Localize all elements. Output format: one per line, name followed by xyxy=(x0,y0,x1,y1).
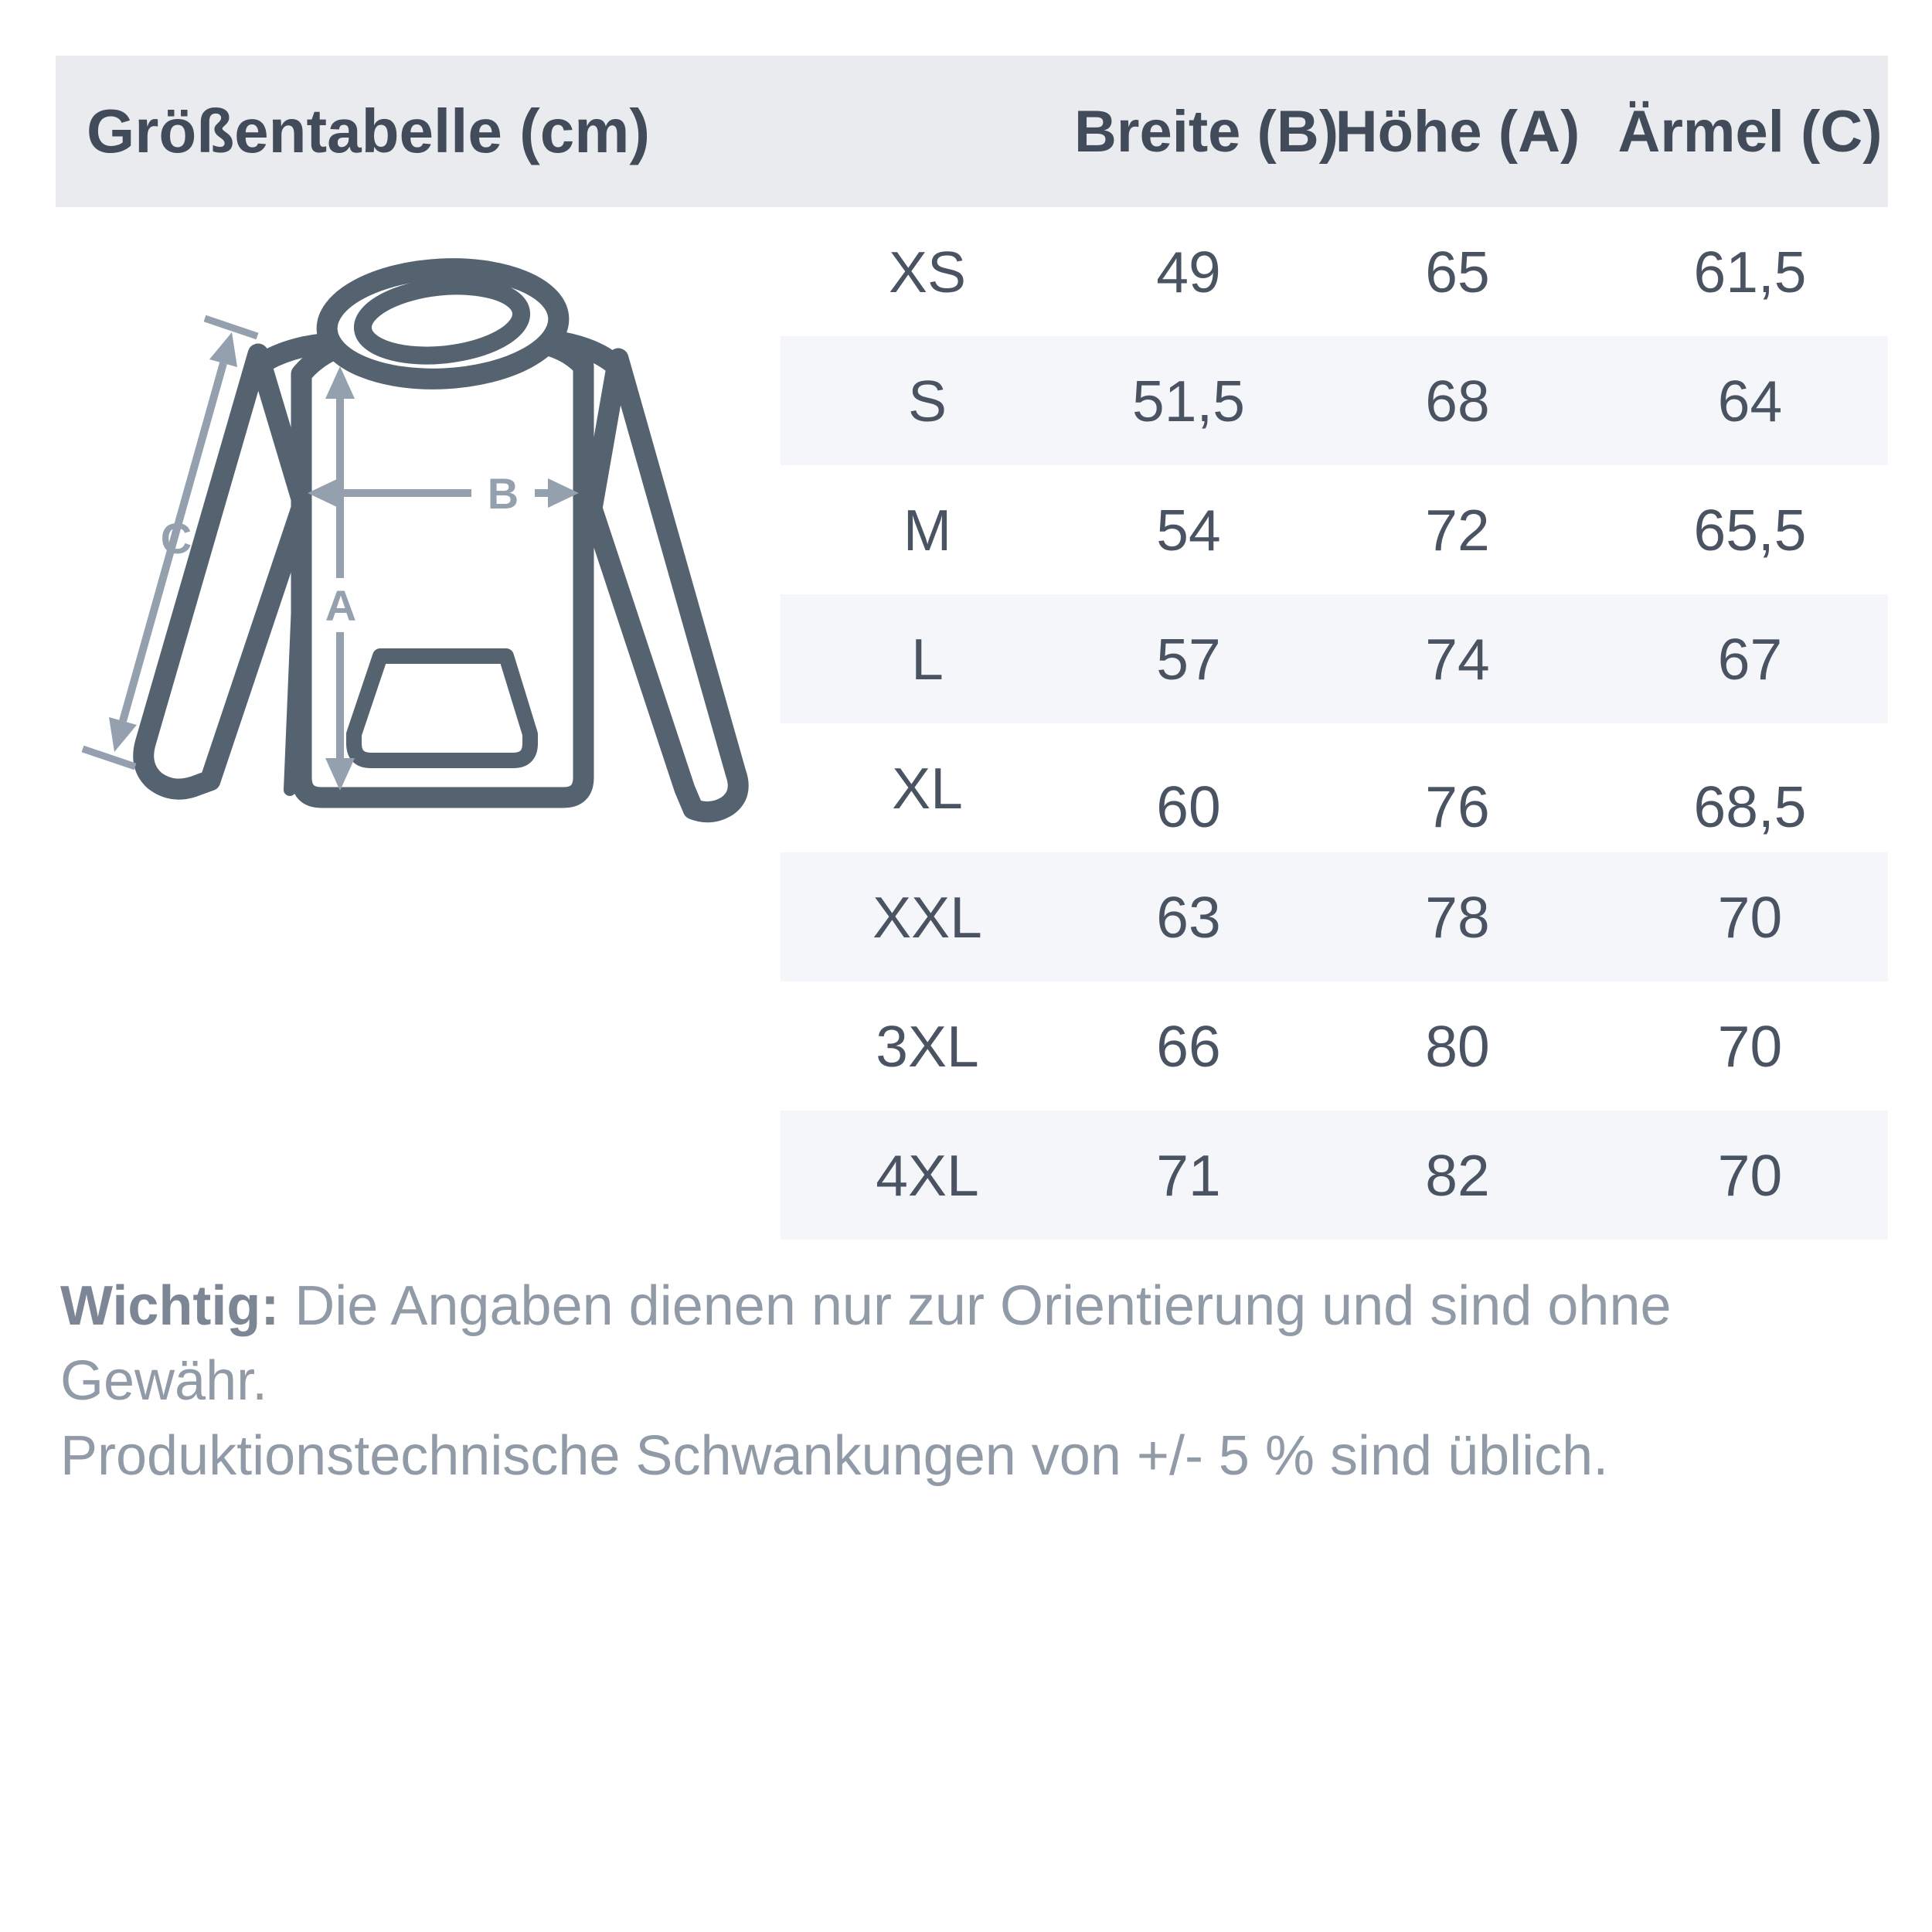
disclaimer-text-2: Produktionstechnische Schwankungen von +/- 5 % sind üblich. xyxy=(60,1425,1609,1487)
page-title: Größentabelle (cm) xyxy=(87,97,651,165)
column-header-breite: Breite (B) xyxy=(1074,98,1339,165)
table-row-xs xyxy=(781,207,1888,336)
size-label: XS xyxy=(888,239,967,304)
breite-value: 63 xyxy=(1156,884,1221,950)
hoehe-value: 72 xyxy=(1425,497,1490,563)
size-label: L xyxy=(911,626,944,692)
column-header-aermel: Ärmel (C) xyxy=(1617,98,1883,165)
aermel-value: 68,5 xyxy=(1693,774,1807,839)
label-c: C xyxy=(160,514,192,563)
aermel-value: 70 xyxy=(1717,1013,1783,1079)
breite-value: 54 xyxy=(1156,497,1221,563)
disclaimer-prefix: Wichtig: xyxy=(60,1275,280,1337)
breite-value: 49 xyxy=(1156,239,1221,304)
disclaimer-line-1 xyxy=(60,1269,1884,1419)
label-a: A xyxy=(325,581,357,630)
table-row-xxl xyxy=(781,852,1888,981)
aermel-value: 70 xyxy=(1717,1142,1783,1208)
disclaimer-text-1: Die Angaben dienen nur zur Orientierung und sind ohne Gewähr. xyxy=(60,1275,1672,1412)
hoehe-value: 68 xyxy=(1425,368,1490,434)
breite-value: 57 xyxy=(1156,626,1221,692)
table-row-m xyxy=(781,465,1888,594)
breite-value: 60 xyxy=(1156,774,1221,839)
table-row-3xl xyxy=(781,981,1888,1111)
size-label: 3XL xyxy=(876,1013,979,1079)
table-row-l xyxy=(781,594,1888,723)
size-table xyxy=(781,207,1888,1240)
aermel-value: 65,5 xyxy=(1693,497,1807,563)
size-chart-header xyxy=(56,56,1888,207)
size-label: XXL xyxy=(872,884,982,950)
size-label: 4XL xyxy=(876,1142,979,1208)
hoehe-value: 80 xyxy=(1425,1013,1490,1079)
breite-value: 71 xyxy=(1156,1142,1221,1208)
hoehe-value: 78 xyxy=(1425,884,1490,950)
disclaimer-line-2 xyxy=(60,1419,1884,1494)
aermel-value: 61,5 xyxy=(1693,239,1807,304)
table-row-4xl xyxy=(781,1111,1888,1240)
hoehe-value: 76 xyxy=(1425,774,1490,839)
aermel-value: 64 xyxy=(1717,368,1783,434)
table-row-xl xyxy=(781,723,1888,852)
hoodie-pocket xyxy=(354,656,530,760)
label-b: B xyxy=(487,469,519,518)
aermel-value: 70 xyxy=(1717,884,1783,950)
aermel-value: 67 xyxy=(1717,626,1783,692)
hoodie-measurement-diagram xyxy=(46,201,781,896)
breite-value: 51,5 xyxy=(1132,368,1245,434)
hoehe-value: 65 xyxy=(1425,239,1490,304)
size-label: M xyxy=(903,497,952,563)
disclaimer-note xyxy=(60,1269,1884,1494)
table-row-s xyxy=(781,336,1888,465)
hood-notch xyxy=(425,376,459,381)
hoehe-value: 82 xyxy=(1425,1142,1490,1208)
hoehe-value: 74 xyxy=(1425,626,1490,692)
breite-value: 66 xyxy=(1156,1013,1221,1079)
column-header-hoehe: Höhe (A) xyxy=(1335,98,1580,165)
size-label: XL xyxy=(892,755,963,821)
hoodie-right-sleeve xyxy=(592,359,738,812)
size-label: S xyxy=(907,368,947,434)
